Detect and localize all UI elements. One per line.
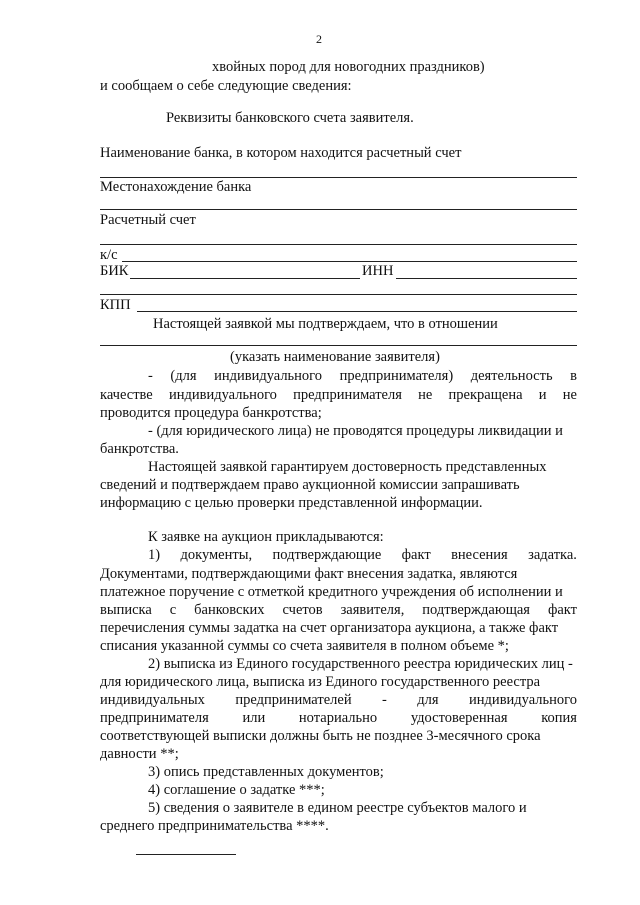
p2-line-2: банкротства. bbox=[100, 441, 179, 457]
kpp-label: КПП bbox=[100, 297, 131, 313]
p3-line-1: Настоящей заявкой гарантируем достоверность представленных bbox=[148, 459, 547, 475]
item1-line-6: списания указанной суммы со счета заявителя в полном объеме *; bbox=[100, 638, 509, 654]
ks-line bbox=[122, 261, 577, 262]
p3-line-2: сведений и подтверждаем право аукционной комиссии запрашивать bbox=[100, 477, 520, 493]
bik-line bbox=[130, 278, 360, 279]
item1-line-3: платежное поручение с отметкой кредитного учреждения об исполнении и bbox=[100, 584, 563, 600]
p3-line-3: информацию с целью проверки представленной информации. bbox=[100, 495, 483, 511]
applicant-hint: (указать наименование заявителя) bbox=[230, 349, 440, 365]
item2-line-1: 2) выписка из Единого государственного реестра юридических лиц - bbox=[148, 656, 573, 672]
item4: 4) соглашение о задатке ***; bbox=[148, 782, 325, 798]
account-label: Расчетный счет bbox=[100, 212, 196, 228]
item5-line-2: среднего предпринимательства ****. bbox=[100, 818, 329, 834]
ks-label: к/с bbox=[100, 247, 118, 263]
intro-line-2: и сообщаем о себе следующие сведения: bbox=[100, 78, 352, 94]
bank-name-label: Наименование банка, в котором находится расчетный счет bbox=[100, 145, 462, 161]
item1-line-5: перечисления суммы задатка на счет организатора аукциона, а также факт bbox=[100, 620, 559, 636]
footnote-separator bbox=[136, 854, 236, 855]
p1-line-1: - (для индивидуального предпринимателя) деятельность в bbox=[148, 368, 577, 384]
bank-location-label: Местонахождение банка bbox=[100, 179, 252, 195]
item2-line-6: давности **; bbox=[100, 746, 179, 762]
account-line bbox=[100, 244, 577, 245]
item2-line-4: предпринимателя или нотариально удостоверенная копия bbox=[100, 710, 577, 726]
inn-label: ИНН bbox=[362, 263, 394, 279]
bank-name-line bbox=[100, 177, 577, 178]
inn-line bbox=[396, 278, 577, 279]
p2-line-1: - (для юридического лица) не проводятся процедуры ликвидации и bbox=[148, 423, 563, 439]
kpp-line bbox=[137, 311, 577, 312]
item2-line-2: для юридического лица, выписка из Единого государственного реестра bbox=[100, 674, 541, 690]
page-number: 2 bbox=[316, 32, 322, 46]
confirmation-line: Настоящей заявкой мы подтверждаем, что в отношении bbox=[153, 316, 498, 332]
applicant-name-line bbox=[100, 345, 577, 346]
item3: 3) опись представленных документов; bbox=[148, 764, 384, 780]
item2-line-3: индивидуальных предпринимателей - для индивидуального bbox=[100, 692, 577, 708]
separator-line bbox=[100, 294, 577, 295]
bank-location-line bbox=[100, 209, 577, 210]
item2-line-5: соответствующей выписки должны быть не позднее 3-месячного срока bbox=[100, 728, 541, 744]
item1-line-4: выписка с банковских счетов заявителя, подтверждающая факт bbox=[100, 602, 577, 618]
p1-line-2: качестве индивидуального предпринимателя не прекращена и не bbox=[100, 387, 577, 403]
bank-details-heading: Реквизиты банковского счета заявителя. bbox=[166, 110, 414, 126]
attachments-heading: К заявке на аукцион прикладываются: bbox=[148, 529, 384, 545]
item1-line-1: 1) документы, подтверждающие факт внесения задатка. bbox=[148, 547, 577, 563]
item5-line-1: 5) сведения о заявителе в едином реестре субъектов малого и bbox=[148, 800, 527, 816]
p1-line-3: проводится процедура банкротства; bbox=[100, 405, 322, 421]
intro-line-1: хвойных пород для новогодних праздников) bbox=[212, 59, 485, 75]
bik-label: БИК bbox=[100, 263, 129, 279]
item1-line-2: Документами, подтверждающими факт внесения задатка, являются bbox=[100, 566, 518, 582]
